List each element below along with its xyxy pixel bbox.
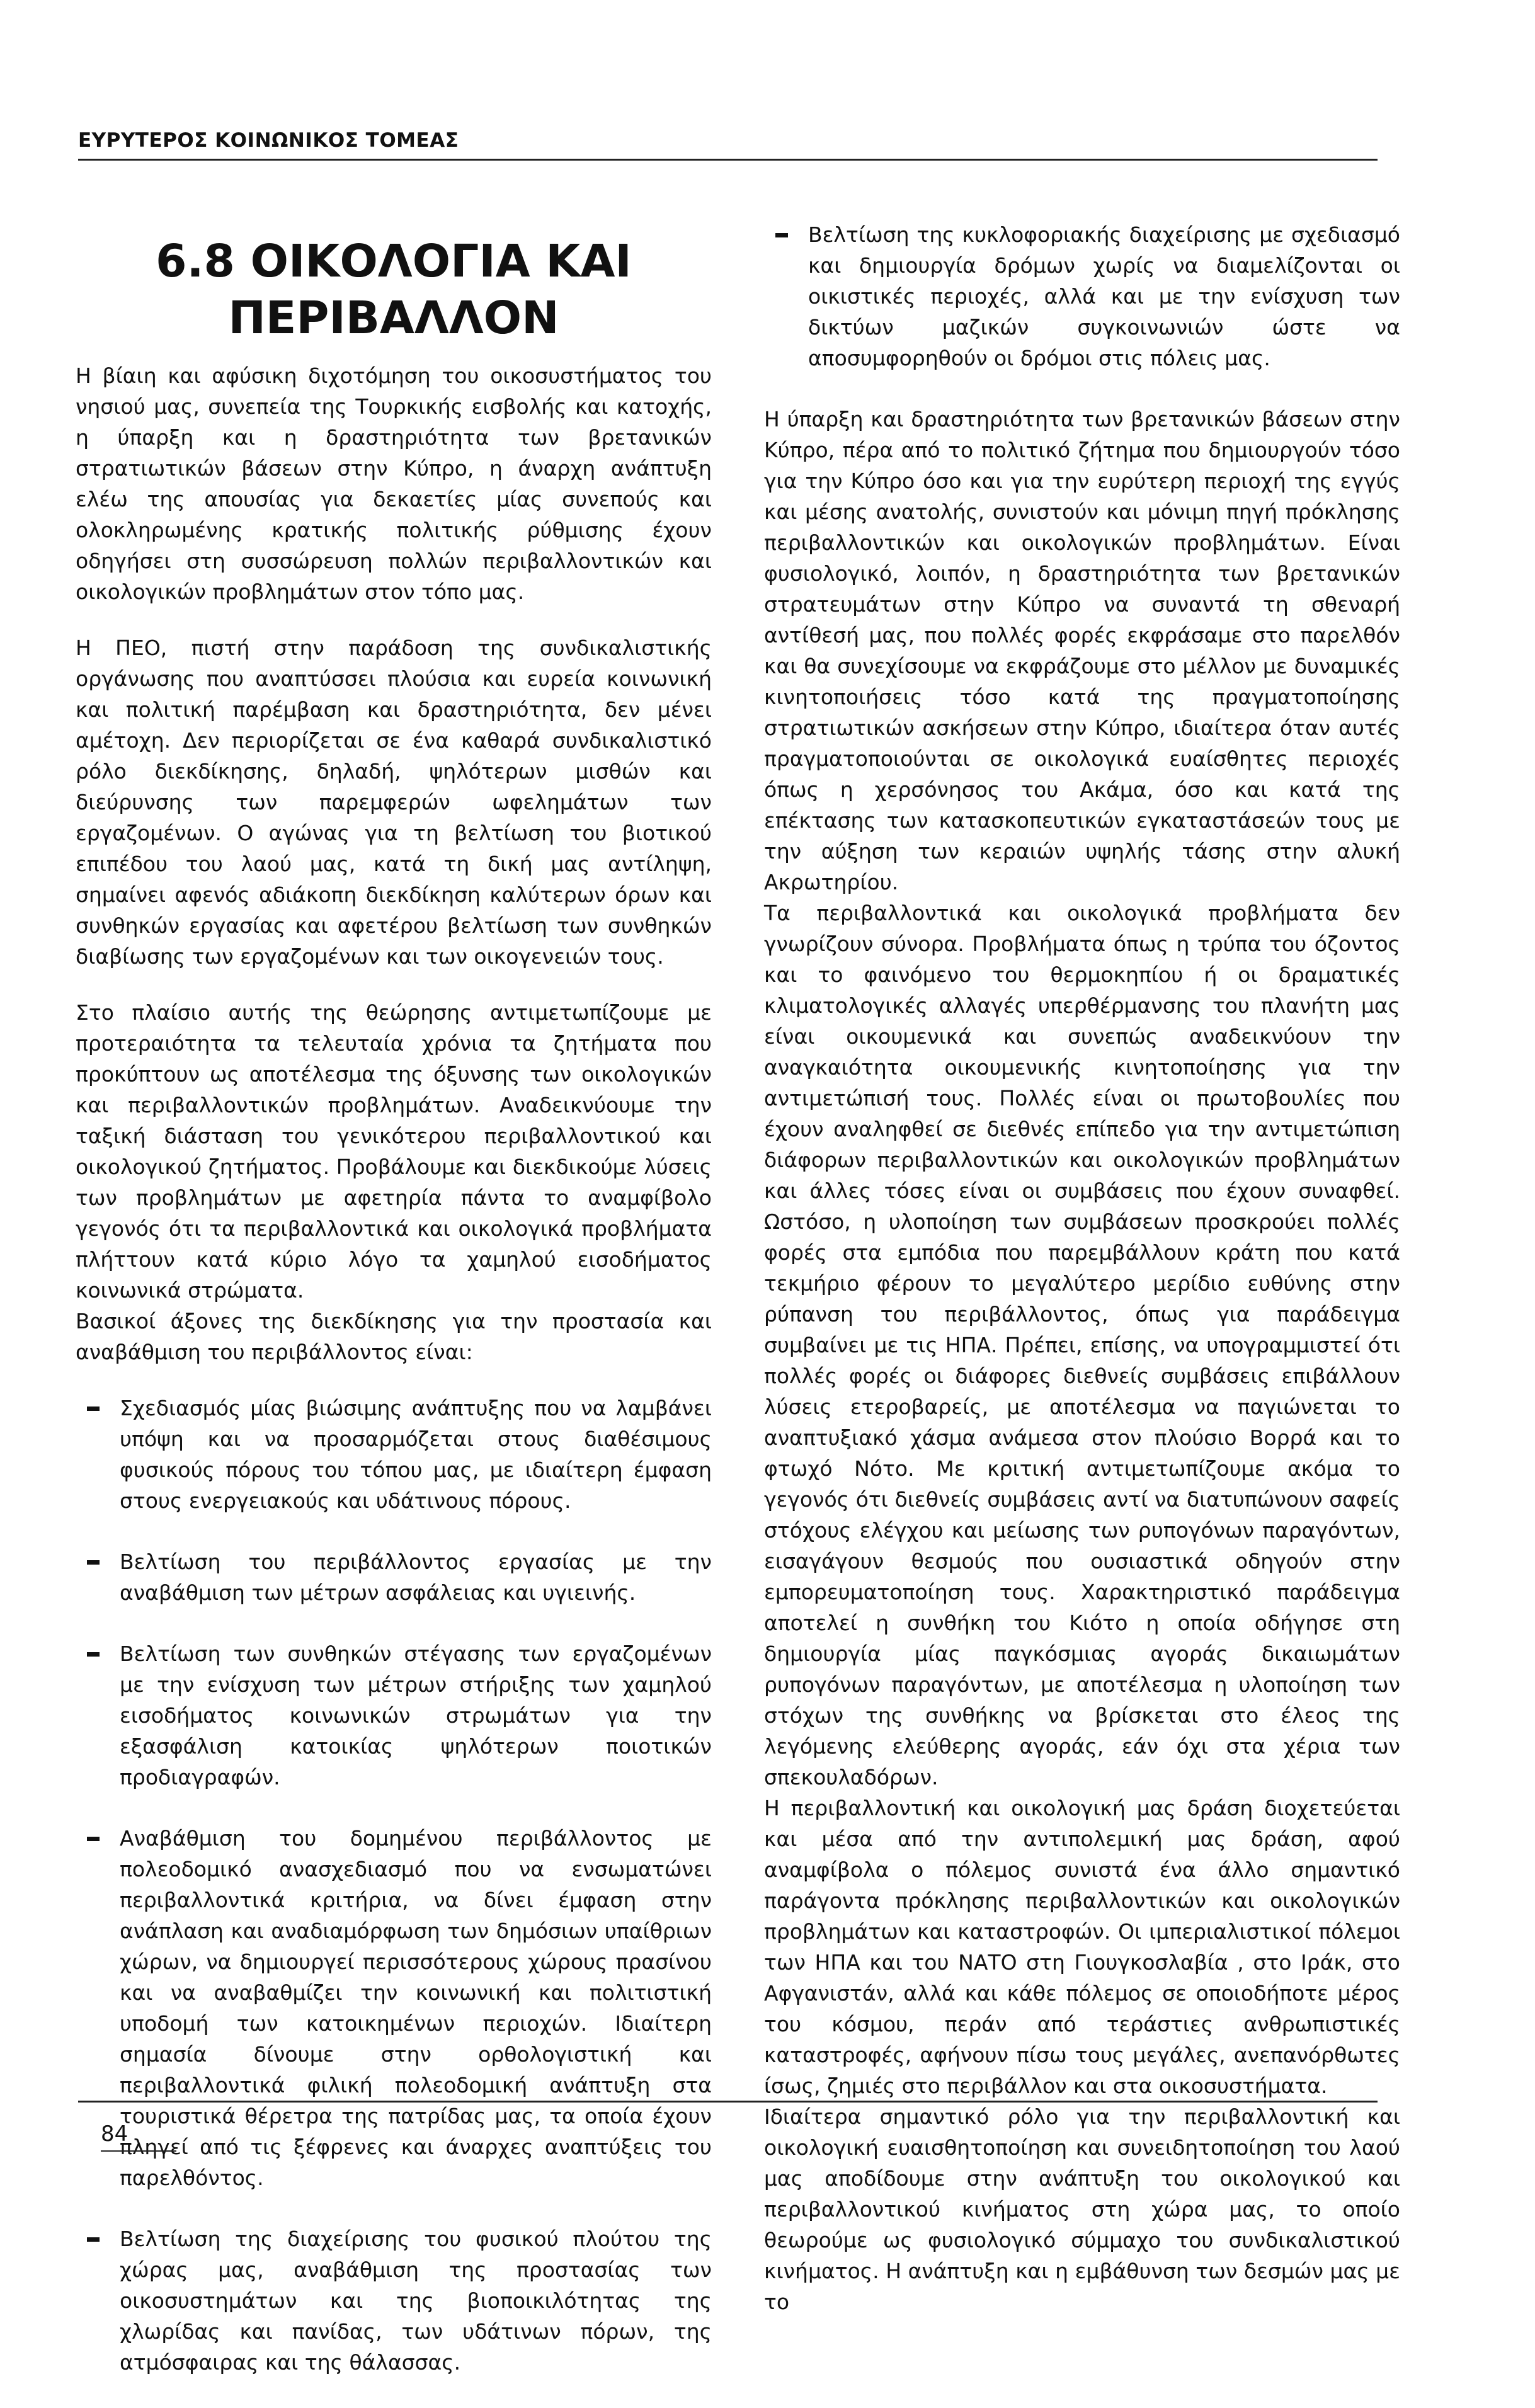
list-item: Βελτίωση της διαχείρισης του φυσικού πλούτου της χώρας μας, αναβάθμιση της προστασίας των οικοσυστημάτων και της βιοποικιλότητας της χλωρίδας και πανίδας, των υδάτινων πόρων, της ατμόσφαιρας και της θάλασσας. <box>76 2223 712 2378</box>
paragraph: Στο πλαίσιο αυτής της θεώρησης αντιμετωπίζουμε με προτεραιότητα τα τελευταία χρόνια τα ζητήματα που προκύπτουν ως αποτέλεσμα της όξυνσης των οικολογικών και περιβαλλοντικών προβλημάτων. Αναδεικνύουμε την ταξική διάσταση του γενικότερου περιβαλλοντικού και οικολογικού ζητήματος. Προβάλουμε και διεκδικούμε λύσεις των προβλημάτων με αφετηρία πάντα το αναμφίβολο γεγονός ότι τα περιβαλλοντικά και οικολογικά προβλήματα πλήττουν κατά κύριο λόγο τα χαμηλού εισοδήματος κοινωνικά στρώματα. <box>76 1000 712 1303</box>
footer-rule <box>78 2101 1378 2103</box>
paragraph: Ιδιαίτερα σημαντικό ρόλο για την περιβαλλοντική και οικολογική ευαισθητοποίηση και συνειδητοποίηση του λαού μας αποδίδουμε στην ανάπτυξη του οικολογικού και περιβαλλοντικού κινήματος στη χώρα μας, το οποίο θεωρούμε ως φυσιολογικό σύμμαχο του συνδικαλιστικού κινήματος. Η ανάπτυξη και η εμβάθυνση των δεσμών μας με το <box>764 2104 1400 2314</box>
section-title: 6.8 ΟΙΚΟΛΟΓΙΑ ΚΑΙ ΠΕΡΙΒΑΛΛΟΝ <box>156 235 632 344</box>
dash-bullet-icon <box>87 1652 100 1657</box>
dash-bullet-icon <box>775 233 788 237</box>
list-item: Αναβάθμιση του δομημένου περιβάλλοντος με πολεοδομικό ανασχεδιασμό που να ενσωματώνει περιβαλλοντικά κριτήρια, να δίνει έμφαση στην ανάπλαση και αναδιαμόρφωση των δημόσιων υπαίθριων χώρων, να δημιουργεί περισσότερους χώρους πρασίνου και να αναβαθμίζει την κοινωνική και πολιτιστική υποδομή των κατοικημένων περιοχών. Ιδιαίτερη σημασία δίνουμε στην ορθολογιστική και περιβαλλοντικά φιλική πολεοδομική ανάπτυξη στα τουριστικά θέρετρα της πατρίδας μας, τα οποία έχουν πληγεί από τις ξέφρενες και άναρχες αναπτύξεις του παρελθόντος. <box>76 1823 712 2193</box>
paragraph: Βασικοί άξονες της διεκδίκησης για την προστασία και αναβάθμιση του περιβάλλοντος είναι: <box>76 1309 712 1364</box>
list-item: Βελτίωση του περιβάλλοντος εργασίας με την αναβάθμιση των μέτρων ασφάλειας και υγιεινής. <box>76 1546 712 1608</box>
page-number: 84 <box>101 2121 176 2152</box>
left-column <box>76 224 712 2408</box>
dash-bullet-icon <box>87 1837 100 1841</box>
header-rule <box>78 159 1378 161</box>
paragraph: Η ύπαρξη και δραστηριότητα των βρετανικών βάσεων στην Κύπρο, πέρα από το πολιτικό ζήτημα που δημιουργούν τόσο για την Κύπρο όσο και για την ευρύτερη περιοχή της εγγύς και μέσης ανατολής, συνιστούν και μόνιμη πηγή πρόκλησης περιβαλλοντικών και οικολογικών προβλημάτων. Είναι φυσιολογικό, λοιπόν, η δραστηριότητα των βρετανικών στρατευμάτων στην Κύπρο να συναντά τη σθεναρή αντίθεσή μας, που πολλές φορές εκφράσαμε στο παρελθόν και θα συνεχίσουμε να εκφράζουμε στο μέλλον με δυναμικές κινητοποιήσεις τόσο κατά της πραγματοποίησης στρατιωτικών ασκήσεων στην Κύπρο, ιδιαίτερα όταν αυτές πραγματοποιούνται σε οικολογικά ευαίσθητες περιοχές όπως η χερσόνησος του Ακάμα, όσο και κατά της επέκτασης των κατασκοπευτικών εγκαταστάσεών τους με την αύξηση των κεραιών υψηλής τάσης στην αλυκή Ακρωτηρίου. <box>764 407 1400 894</box>
running-header: ΕΥΡΥΤΕΡΟΣ ΚΟΙΝΩΝΙΚΟΣ ΤΟΜΕΑΣ <box>78 129 459 152</box>
bullet-list <box>76 1393 712 2378</box>
bullet-list <box>764 219 1400 374</box>
paragraph: Η ΠΕΟ, πιστή στην παράδοση της συνδικαλιστικής οργάνωσης που αναπτύσσει πλούσια και ευρεία κοινωνική και πολιτική παρέμβαση και δραστηριότητα, δεν μένει αμέτοχη. Δεν περιορίζεται σε ένα καθαρά συνδικαλιστικό ρόλο διεκδίκησης, δηλαδή, ψηλότερων μισθών και διεύρυνσης των παρεμφερών ωφελημάτων των εργαζομένων. Ο αγώνας για τη βελτίωση του βιοτικού επιπέδου του λαού μας, κατά τη δική μας αντίληψη, σημαίνει αφενός αδιάκοπη διεκδίκηση καλύτερων όρων και συνθηκών εργασίας και αφετέρου βελτίωση των συνθηκών διαβίωσης των εργαζομένων και των οικογενειών τους. <box>76 636 712 969</box>
list-item: Βελτίωση της κυκλοφοριακής διαχείρισης με σχεδιασμό και δημιουργία δρόμων χωρίς να διαμελίζονται οι οικιστικές περιοχές, αλλά και με την ενίσχυση των δικτύων μαζικών συγκοινωνιών ώστε να αποσυμφορηθούν οι δρόμοι στις πόλεις μας. <box>764 219 1400 374</box>
list-item: Σχεδιασμός μίας βιώσιμης ανάπτυξης που να λαμβάνει υπόψη και να προσαρμόζεται στους διαθέσιμους φυσικούς πόρους του τόπου μας, με ιδιαίτερη έμφαση στους ενεργειακούς και υδάτινους πόρους. <box>76 1393 712 1516</box>
dash-bullet-icon <box>87 1560 100 1565</box>
paragraph: Η περιβαλλοντική και οικολογική μας δράση διοχετεύεται και μέσα από την αντιπολεμική μας δράση, αφού αναμφίβολα ο πόλεμος συνιστά ένα άλλο σημαντικό παράγοντα πρόκλησης περιβαλλοντικών και οικολογικών προβλημάτων και καταστροφών. Οι ιμπεριαλιστικοί πόλεμοι των ΗΠΑ και του ΝΑΤΟ στη Γιουγκοσλαβία , στο Ιράκ, στο Αφγανιστάν, αλλά και κάθε πόλεμος σε οποιοδήποτε μέρος του κόσμου, περάν από τεράστιες ανθρωπιστικές καταστροφές, αφήνουν πίσω τους μεγάλες, ανεπανόρθωτες ίσως, ζημιές στο περιβάλλον και στα οικοσυστήματα. <box>764 1796 1400 2098</box>
right-column <box>764 219 1400 2317</box>
paragraph: Η βίαιη και αφύσικη διχοτόμηση του οικοσυστήματος του νησιού μας, συνεπεία της Τουρκικής εισβολής και κατοχής, η ύπαρξη και η δραστηριότητα των βρετανικών στρατιωτικών βάσεων στην Κύπρο, η άναρχη ανάπτυξη ελέω της απουσίας για δεκαετίες μίας συνεπούς και ολοκληρωμένης κρατικής πολιτικής ρύθμισης έχουν οδηγήσει στη συσσώρευση πολλών περιβαλλοντικών και οικολογικών προβλημάτων στον τόπο μας. <box>76 363 712 604</box>
list-item: Βελτίωση των συνθηκών στέγασης των εργαζομένων με την ενίσχυση των μέτρων στήριξης των χαμηλού εισοδήματος κοινωνικών στρωμάτων για την εξασφάλιση κατοικίας ψηλότερων ποιοτικών προδιαγραφών. <box>76 1638 712 1793</box>
dash-bullet-icon <box>87 1407 100 1411</box>
dash-bullet-icon <box>87 2237 100 2242</box>
paragraph: Τα περιβαλλοντικά και οικολογικά προβλήματα δεν γνωρίζουν σύνορα. Προβλήματα όπως η τρύπα του όζοντος και το φαινόμενο του θερμοκηπίου ή οι δραματικές κλιματολογικές αλλαγές υπερθέρμανσης του πλανήτη μας είναι οικουμενικά και συνεπώς αναδεικνύουν την αναγκαιότητα οικουμενικής κινητοποίησης για την αντιμετώπισή τους. Πολλές είναι οι πρωτοβουλίες που έχουν αναληφθεί σε διεθνές επίπεδο για την αντιμετώπιση διάφορων περιβαλλοντικών και οικολογικών προβλημάτων και άλλες τόσες είναι οι συμβάσεις που έχουν συναφθεί. Ωστόσο, η υλοποίηση των συμβάσεων προσκρούει πολλές φορές στα εμπόδια που παρεμβάλλουν κράτη που κατά τεκμήριο φέρουν το μεγαλύτερο μερίδιο ευθύνης στην ρύπανση του περιβάλλοντος, όπως για παράδειγμα συμβαίνει με τις ΗΠΑ. Πρέπει, επίσης, να υπογραμμιστεί ότι πολλές φορές οι διάφορες διεθνείς συμβάσεις επιβάλλουν λύσεις ετεροβαρείς, με αποτέλεσμα να παγιώνεται το αναπτυξιακό χάσμα ανάμεσα στον πλούσιο Βορρά και το φτωχό Νότο. Με κριτική αντιμετωπίζουμε ακόμα το γεγονός ότι διεθνείς συμβάσεις αντί να διατυπώνουν σαφείς στόχους ελέγχου και μείωσης των ρυπογόνων παραγόντων, εισαγάγουν θεσμούς που ουσιαστικά οδηγούν στην εμπορευματοποίηση τους. Χαρακτηριστικό παράδειγμα αποτελεί η συνθήκη του Κιότο η οποία οδήγησε στη δημιουργία μίας παγκόσμιας αγοράς δικαιωμάτων ρυπογόνων παραγόντων, με αποτέλεσμα η υλοποίηση των στόχων της συνθήκης να βρίσκεται στο έλεος της λεγόμενης ελεύθερης αγοράς, εάν όχι στα χέρια των σπεκουλαδόρων. <box>764 901 1400 1789</box>
